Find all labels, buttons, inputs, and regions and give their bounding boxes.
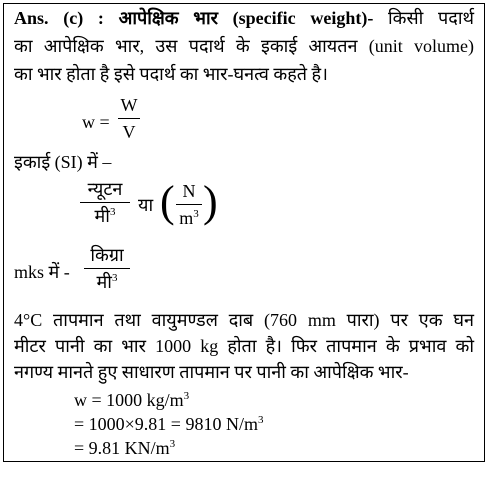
result-2: = 1000×9.81 = 9810 $N/m^3$ [74,414,264,434]
si-alt-fraction [176,180,202,229]
header-line-2: का आपेक्षिक भार, उस पदार्थ के इकाई आयतन (unit volume) [14,36,474,56]
si-alt-numerator: N [182,181,196,201]
si-label: इकाई (SI) में – [14,152,112,172]
si-numerator: न्यूटन [87,179,123,199]
term-hindi: आपेक्षिक भार [118,8,218,28]
fraction-bar [118,118,140,119]
answer-box [3,3,485,462]
header-line-1 [14,6,474,30]
mks-fraction [84,244,130,293]
mks-denominator: मी$^3$ [96,272,118,292]
fraction-bar [80,202,130,203]
paragraph-line-3: नगण्य मानते हुए साधारण तापमान पर पानी का आपेक्षिक भार- [14,362,409,382]
si-fraction [80,178,130,227]
si-or: या [138,195,154,215]
si-denominator: मी$^3$ [94,206,116,226]
header-line-1-rest: किसी पदार्थ [373,8,474,28]
fraction-bar [84,268,130,269]
formula-denominator: V [122,122,136,142]
paragraph-line-2: मीटर पानी का भार 1000 kg होता है। फिर तापमान के प्रभाव को [14,336,474,356]
header-line-3: का भार होता है इसे पदार्थ का भार-घनत्व कहते है। [14,64,328,84]
answer-label: Ans. (c) : [14,8,119,28]
formula-fraction [118,94,140,143]
si-alt-denominator: $m^3$ [179,208,199,228]
result-1: w = 1000 $kg/m^3$ [74,390,190,410]
result-3: = 9.81 $KN/m^3$ [74,438,176,458]
fraction-bar [176,204,202,205]
mks-label: mks में - [14,262,70,282]
formula-lhs: w = [82,112,110,132]
paragraph-line-1: 4°C तापमान तथा वायुमण्डल दाब (760 mm पारा) पर एक घन [14,310,474,330]
formula-numerator: W [120,95,138,115]
term-english: (specific weight)- [217,8,374,28]
mks-numerator: किग्रा [90,245,124,265]
left-paren: ( [160,177,175,226]
right-paren: ) [203,177,218,226]
